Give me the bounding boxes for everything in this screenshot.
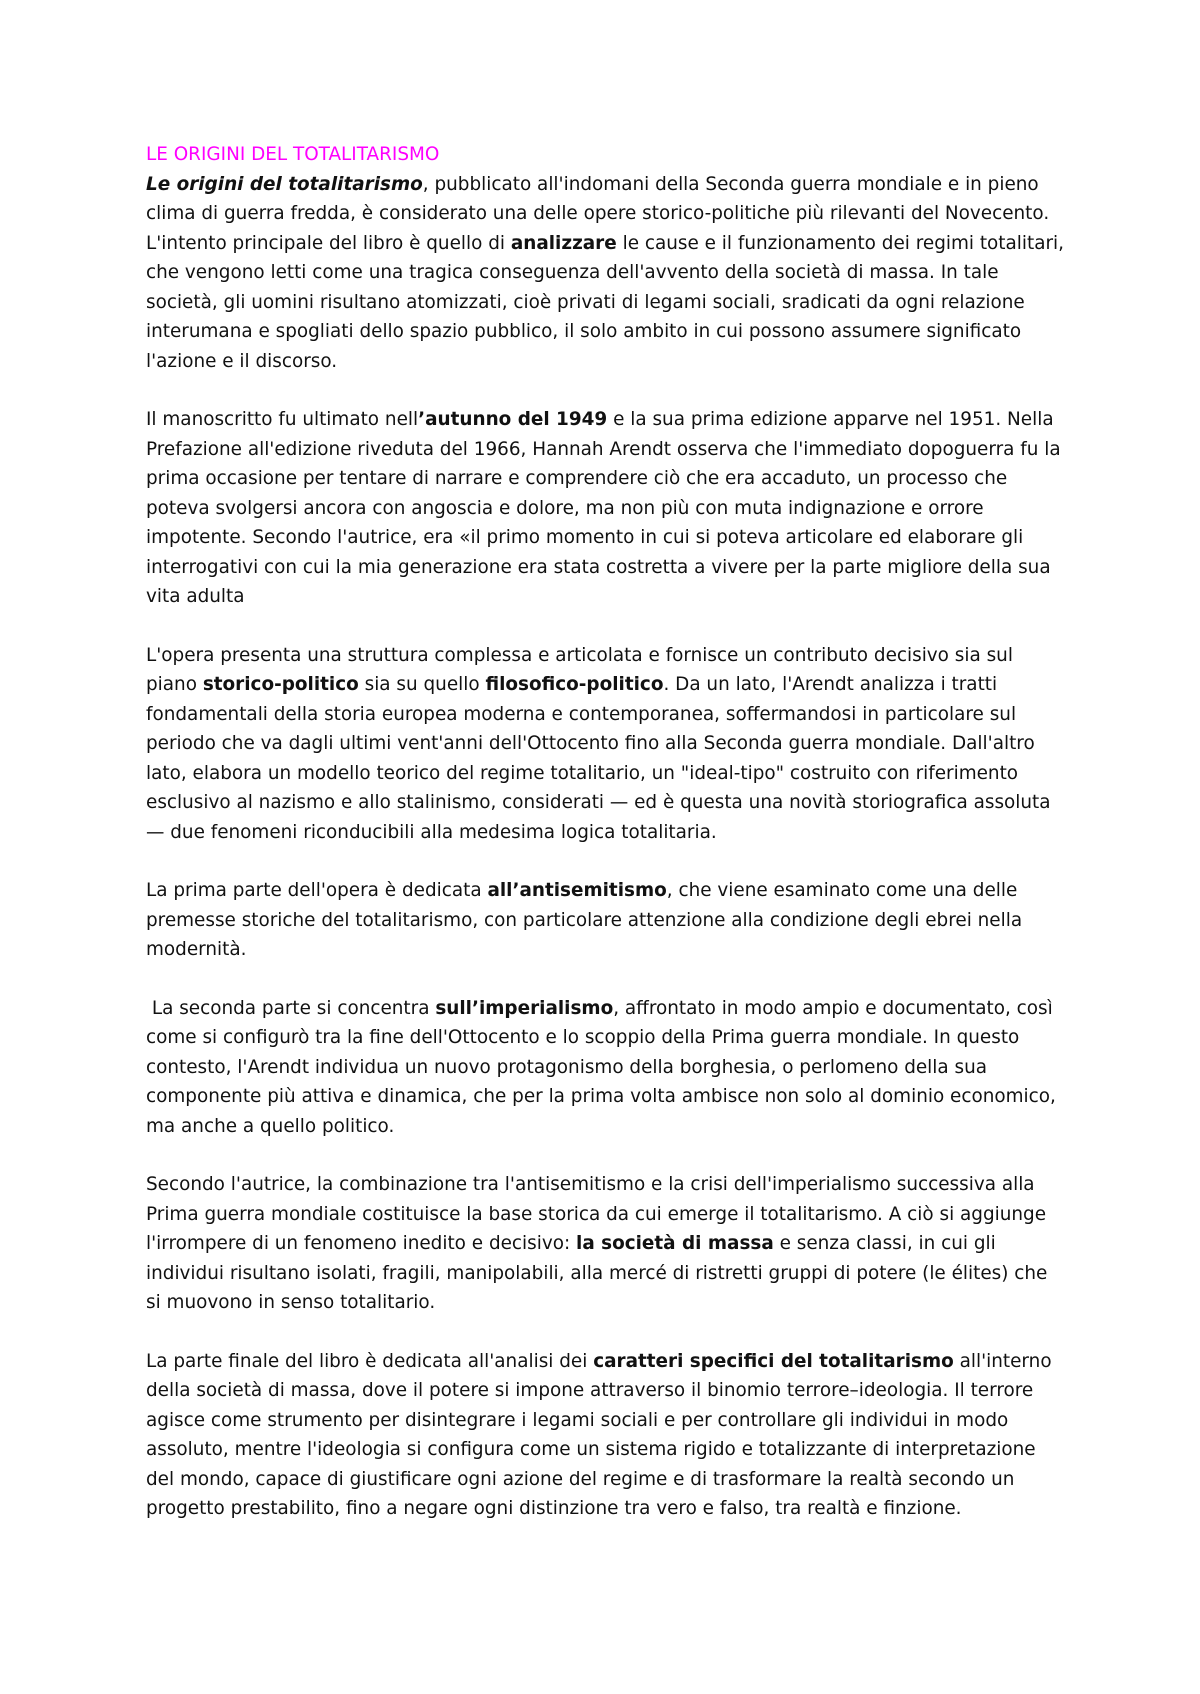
text-run: e senza classi, in cui gli individui risultano isolati, fragili, manipolabili, alla mercé di ristretti gruppi di potere (le élites) che si muovono in senso totalitario. xyxy=(146,1233,1048,1313)
text-run: le cause e il funzionamento dei regimi totalitari, che vengono letti come una tragica conseguenza dell'avvento della società di massa. In tale società, gli uomini risultano atomizzati, cioè privati di legami sociali, sradicati da ogni relazione interumana e spogliati dello spazio pubblico, il solo ambito in cui possono assumere significato l'azione e il discorso. xyxy=(146,232,1065,372)
bold-term: all’antisemitismo xyxy=(487,880,667,901)
bold-term: la società di massa xyxy=(576,1233,774,1254)
bold-term: filosofico-politico xyxy=(485,674,664,695)
text-run: e la sua prima edizione apparve nel 1951. Nella Prefazione all'edizione riveduta del 1966, Hannah Arendt osserva che l'immediato dopoguerra fu la prima occasione per tentare di narrare e comprendere ciò che era accaduto, un processo che poteva svolgersi ancora con angoscia e dolore, ma non più con muta indignazione e orrore impotente. Secondo l'autrice, era «il primo momento in cui si poteva articolare ed elaborare gli interrogativi con cui la mia generazione era stata costretta a vivere per la parte migliore della sua vita adulta xyxy=(146,409,1061,607)
text-run: , pubblicato all'indomani della Seconda guerra mondiale e in pieno clima di guerra fredda, è considerato una delle opere storico-politiche più rilevanti del Novecento. L'intento principale del libro è quello di xyxy=(146,173,1050,254)
paragraph-part-one xyxy=(146,876,1066,965)
text-run: L'opera presenta una struttura complessa e articolata e fornisce un contributo decisivo sia sul piano xyxy=(146,644,1013,695)
document-body xyxy=(146,140,1066,1553)
bold-term: sull’imperialismo xyxy=(435,997,614,1019)
text-run: Secondo l'autrice, la combinazione tra l'antisemitismo e la crisi dell'imperialismo successiva alla Prima guerra mondiale costituisce la base storica da cui emerge il totalitarismo. A ciò si aggiunge l'irrompere di un fenomeno inedito e decisivo: xyxy=(146,1174,1047,1254)
book-title-emphasis: Le origini del totalitarismo xyxy=(146,173,423,195)
paragraph-final-part xyxy=(146,1347,1066,1524)
paragraph-historical-basis xyxy=(146,1170,1066,1318)
text-run: sia su quello xyxy=(358,674,486,695)
bold-term: caratteri specifici del totalitarismo xyxy=(593,1350,954,1372)
text-run: La prima parte dell'opera è dedicata xyxy=(146,880,488,901)
text-run: Il manoscritto fu ultimato nell xyxy=(146,409,419,430)
text-run: . Da un lato, l'Arendt analizza i tratti fondamentali della storia europea moderna e contemporanea, soffermandosi in particolare sul periodo che va dagli ultimi vent'anni dell'Ottocento fino alla Seconda guerra mondiale. Dall'altro lato, elabora un modello teorico del regime totalitario, un "ideal-tipo" costruito con riferimento esclusivo al nazismo e allo stalinismo, considerati — ed è questa una novità storiografica assoluta — due fenomeni riconducibili alla medesima logica totalitaria. xyxy=(146,674,1051,843)
text-run: La parte finale del libro è dedicata all'analisi dei xyxy=(146,1350,594,1372)
bold-term: storico-politico xyxy=(202,674,359,695)
text-run: , affrontato in modo ampio e documentato, così come si configurò tra la fine dell'Ottocento e lo scoppio della Prima guerra mondiale. In questo contesto, l'Arendt individua un nuovo protagonismo della borghesia, o perlomeno della sua componente più attiva e dinamica, che per la prima volta ambisce non solo al dominio economico, ma anche a quello politico. xyxy=(146,997,1056,1137)
document-title: LE ORIGINI DEL TOTALITARISMO xyxy=(146,144,440,165)
paragraph-intro xyxy=(146,170,1066,377)
text-run: , che viene esaminato come una delle premesse storiche del totalitarismo, con particolare attenzione alla condizione degli ebrei nella modernità. xyxy=(146,880,1023,960)
paragraph-part-two xyxy=(146,994,1066,1142)
text-run: La seconda parte si concentra xyxy=(146,997,436,1019)
bold-term: ’autunno del 1949 xyxy=(418,409,608,430)
paragraph-manuscript xyxy=(146,405,1066,612)
text-run: all'interno della società di massa, dove il potere si impone attraverso il binomio terrore–ideologia. Il terrore agisce come strumento per disintegrare i legami sociali e per controllare gli individui in modo assoluto, mentre l'ideologia si configura come un sistema rigido e totalizzante di interpretazione del mondo, capace di giustificare ogni azione del regime e di trasformare la realtà secondo un progetto prestabilito, fino a negare ogni distinzione tra vero e falso, tra realtà e finzione. xyxy=(146,1350,1052,1519)
paragraph-structure xyxy=(146,641,1066,848)
bold-term: analizzare xyxy=(510,232,617,254)
